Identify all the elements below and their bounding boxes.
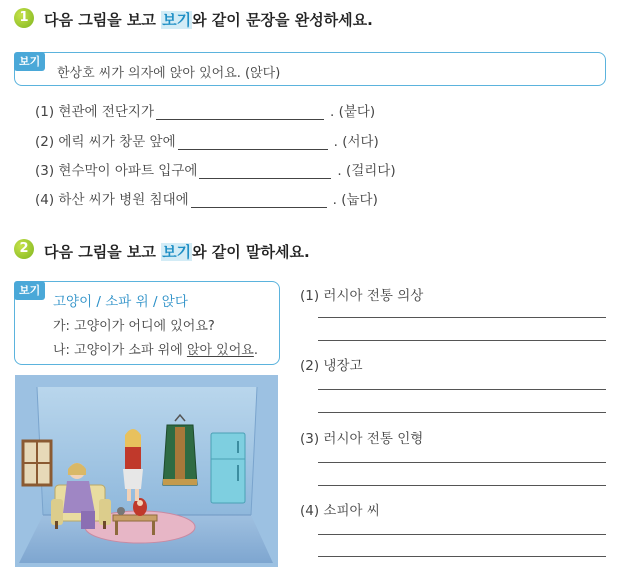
q1-item-hint: . (눕다) [332, 192, 378, 208]
section-2-instruction [44, 241, 310, 262]
q1-item-2 [35, 130, 379, 150]
section-1-example-box [14, 52, 606, 86]
example-title: 고양이 / 소파 위 / 앉다 [53, 294, 188, 310]
section-2-example-box [14, 281, 280, 365]
q1-item-hint: . (걸리다) [337, 163, 396, 179]
refrigerator [211, 433, 245, 503]
answer-line[interactable] [318, 317, 606, 318]
answer-line[interactable] [318, 412, 606, 413]
section-2-number-badge: 2 [14, 239, 34, 259]
example-answer-text: . [253, 343, 259, 358]
q1-item-label: (4) 하산 씨가 병원 침대에 [35, 192, 189, 208]
section-1-instruction [44, 9, 373, 30]
q1-item-label: (2) 에릭 씨가 창문 앞에 [35, 134, 176, 150]
example-question: 가: 고양이가 어디에 있어요? [53, 319, 215, 334]
q1-item-hint: . (서다) [333, 134, 379, 150]
instruction-text: 다음 그림을 보고 [44, 11, 162, 29]
example-sentence: 한상호 씨가 의자에 앉아 있어요. (앉다) [57, 66, 281, 81]
q1-item-1 [35, 100, 375, 120]
answer-blank[interactable] [178, 136, 328, 150]
instruction-highlight-bogi: 보기 [162, 243, 192, 261]
q1-item-label: (1) 현관에 전단지가 [35, 104, 154, 120]
answer-blank[interactable] [199, 165, 331, 179]
window [23, 441, 51, 485]
answer-line[interactable] [318, 556, 606, 557]
answer-line[interactable] [318, 340, 606, 341]
room-illustration [15, 375, 278, 567]
q2-item-2-label: (2) 냉장고 [300, 358, 363, 374]
example-answer [53, 339, 258, 358]
instruction-text: 다음 그림을 보고 [44, 243, 162, 261]
answer-blank[interactable] [156, 106, 324, 120]
q1-item-hint: . (붙다) [330, 104, 376, 120]
section-1-number-badge: 1 [14, 8, 34, 28]
example-tag: 보기 [14, 52, 45, 71]
q1-item-label: (3) 현수막이 아파트 입구에 [35, 163, 198, 179]
answer-blank[interactable] [191, 194, 327, 208]
answer-line[interactable] [318, 462, 606, 463]
answer-line[interactable] [318, 534, 606, 535]
answer-line[interactable] [318, 389, 606, 390]
q2-item-1-label: (1) 러시아 전통 의상 [300, 288, 424, 304]
example-tag: 보기 [14, 281, 45, 300]
instruction-text: 와 같이 문장을 완성하세요. [192, 11, 373, 29]
q2-item-3-label: (3) 러시아 전통 인형 [300, 431, 424, 447]
q1-item-4 [35, 188, 378, 208]
q2-item-4-label: (4) 소피아 씨 [300, 503, 380, 519]
example-answer-text: 나: 고양이가 소파 위에 [53, 343, 187, 358]
q1-item-3 [35, 159, 396, 179]
example-answer-underlined: 앉아 있어요 [186, 343, 254, 358]
instruction-text: 와 같이 말하세요. [192, 243, 310, 261]
answer-line[interactable] [318, 485, 606, 486]
traditional-costume [163, 415, 197, 485]
instruction-highlight-bogi: 보기 [162, 11, 192, 29]
